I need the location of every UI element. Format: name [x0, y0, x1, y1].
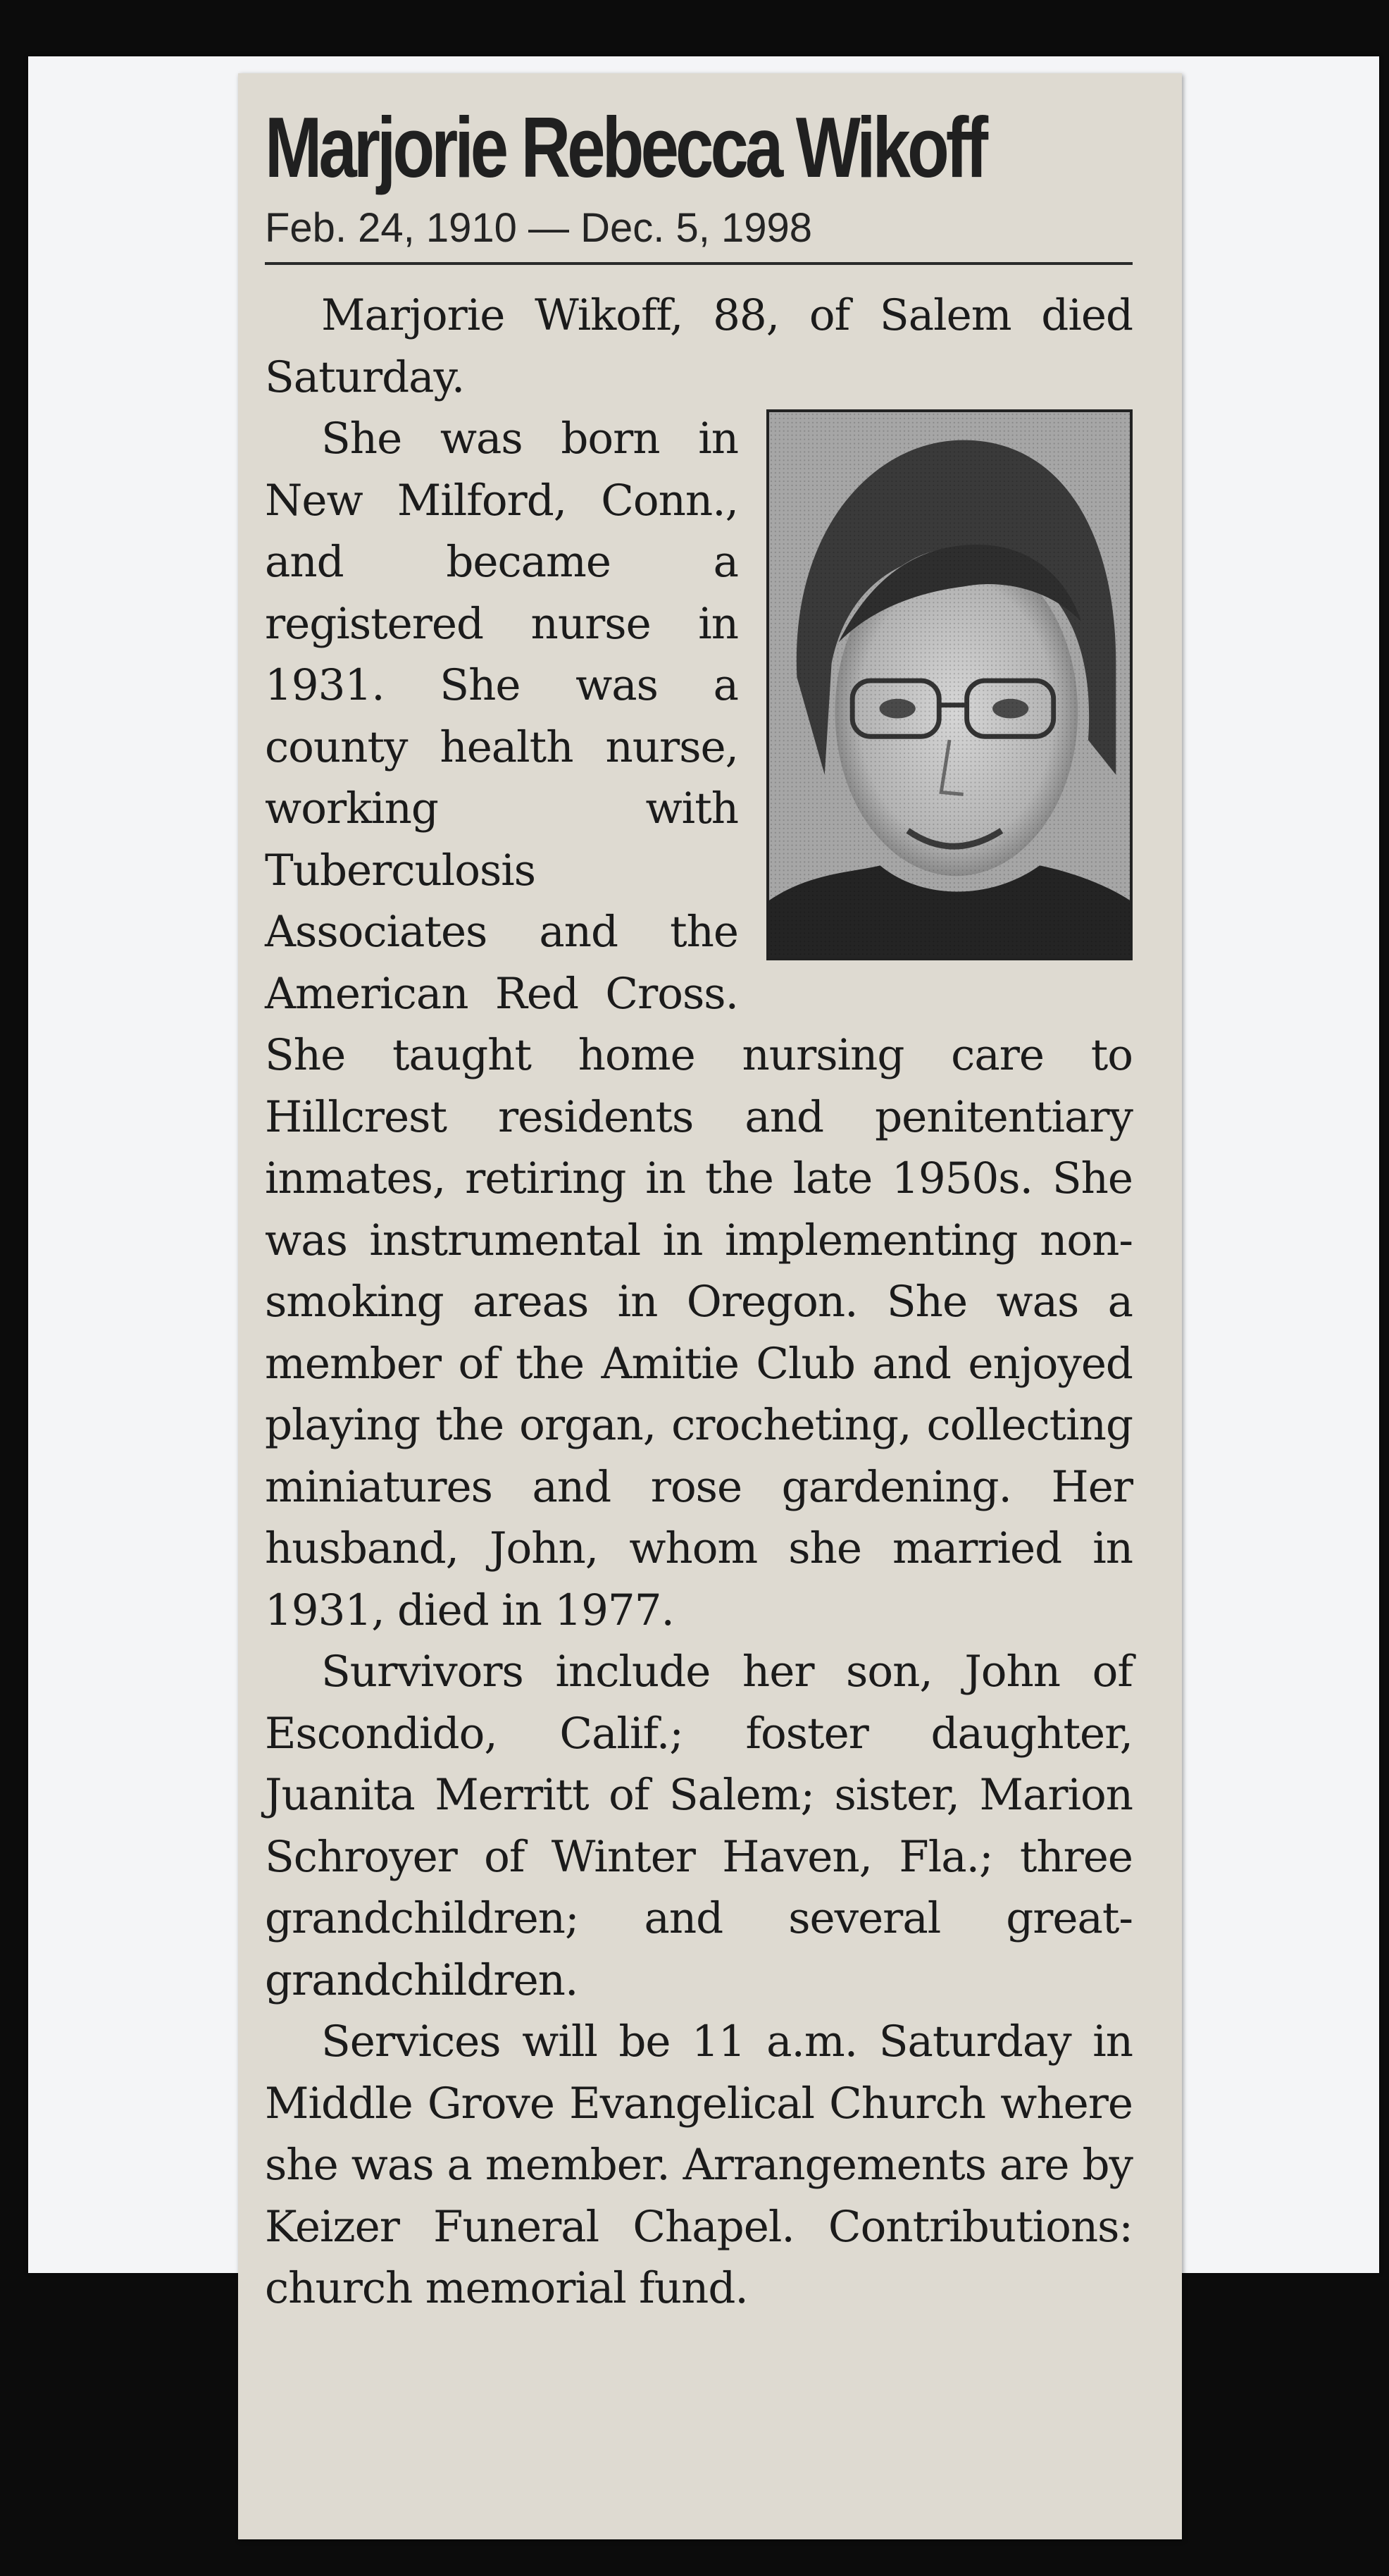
obituary-headline: Marjorie Rebecca Wikoff: [265, 99, 985, 195]
obituary-dates: Feb. 24, 1910 — Dec. 5, 1998: [265, 200, 1133, 265]
obituary-paragraph: Services will be 11 a.m. Saturday in Middle Grove Evangelical Church where she was a member. Arrangements are by Keizer Funeral Chapel. Contributions: church memorial fund.: [265, 2017, 1133, 2313]
obituary-paragraph: She was born in New Milford, Conn., and became a registered nurse in 1931. She was a county health nurse, working with Tuberculosis Associates and the American Red Cross. She taught home nursing care to Hillcrest residents and penitentiary inmates, retiring in the late 1950s. She was instrumental in implementing non-smoking areas in Oregon. She was a member of the Amitie Club and enjoyed playing the organ, crocheting, collecting miniatures and rose gardening. Her husband, John, whom she married in 1931, died in 1977.: [265, 414, 1133, 1635]
newspaper-clipping: [238, 73, 1182, 2539]
obituary-paragraph: Survivors include her son, John of Escondido, Calif.; foster daughter, Juanita Merritt of Salem; sister, Marion Schroyer of Winter Haven, Fla.; three grandchildren; and several great-grandchildren.: [265, 1647, 1133, 2005]
portrait-photo: [766, 409, 1133, 960]
obituary-body: [265, 285, 1133, 2320]
obituary-paragraph: Marjorie Wikoff, 88, of Salem died Saturday.: [265, 290, 1133, 402]
